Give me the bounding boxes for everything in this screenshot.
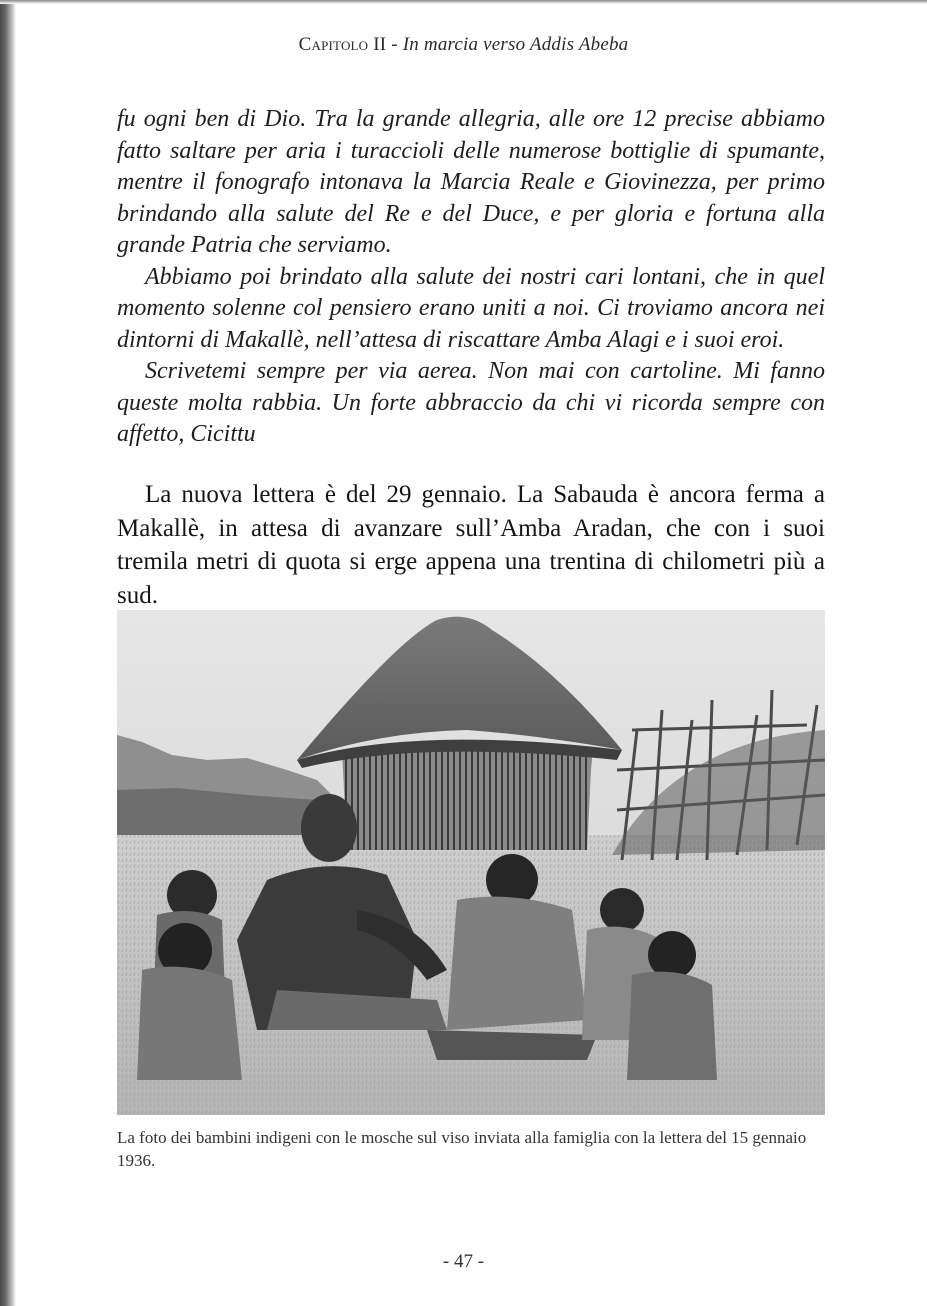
historical-photo	[117, 610, 825, 1115]
hut-wall	[342, 750, 592, 850]
letter-paragraph: Abbiamo poi brindato alla salute dei nostri cari lontani, che in quel momento solenne col pensiero erano uniti a noi. Ci troviamo ancora nei dintorni di Makallè, nell’attesa di riscattare Amba Alagi e i suoi eroi.	[117, 263, 825, 353]
page-edge-shadow	[0, 0, 16, 1306]
chapter-label: Capitolo II	[298, 34, 387, 55]
letter-excerpt	[117, 104, 825, 451]
body-paragraph: La nuova lettera è del 29 gennaio. La Sabauda è ancora ferma a Makallè, in attesa di avanzare sull’Amba Aradan, che con i suoi tremila metri di quota si erge appena una trentina di chilometri più a sud.	[117, 481, 825, 609]
page-top-shadow	[0, 0, 927, 4]
letter-paragraph: Scrivetemi sempre per via aerea. Non mai con cartoline. Mi fanno queste molta rabbia. Un forte abbraccio da chi vi ricorda sempre con affetto, Cicittu	[117, 358, 825, 447]
page-number: - 47 -	[442, 1251, 485, 1272]
figure-caption: La foto dei bambini indigeni con le mosche sul viso inviata alla famiglia con la lettera del 15 gennaio 1936.	[117, 1128, 807, 1170]
running-header	[0, 34, 927, 56]
chapter-title: In marcia verso Addis Abeba	[402, 34, 629, 55]
letter-paragraph: fu ogni ben di Dio. Tra la grande allegria, alle ore 12 precise abbiamo fatto saltare per aria i turaccioli delle numerose bottiglie di spumante, mentre il fonografo intonava la Marcia Reale e Giovinezza, per primo brindando alla salute del Re e del Duce, e per gloria e fortuna alla grande Patria che serviamo.	[117, 106, 825, 258]
header-separator: -	[386, 34, 403, 55]
photo-illustration	[117, 610, 825, 1115]
